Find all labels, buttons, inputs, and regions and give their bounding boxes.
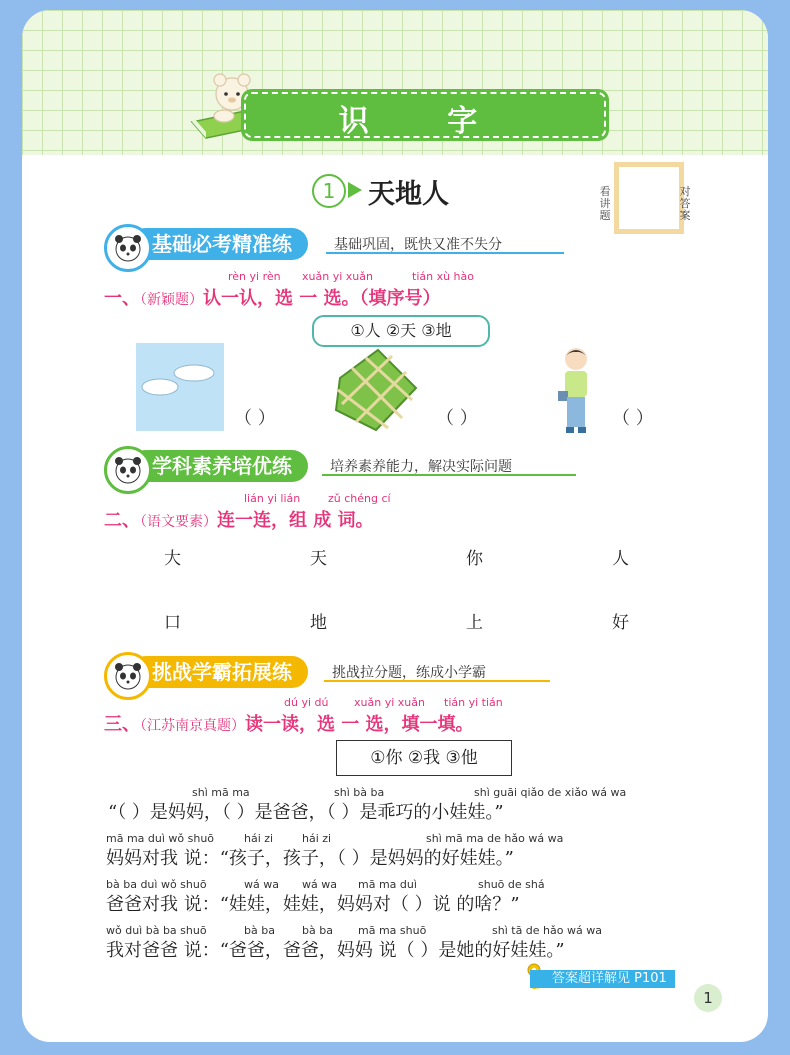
q1-pinyin-2: xuǎn yi xuǎn	[302, 270, 373, 283]
q1-blank-2[interactable]: （ ）	[436, 408, 478, 429]
q3-line1-pinyin: shì bà ba	[334, 786, 385, 799]
unit-title-banner	[244, 92, 606, 138]
q2-top-char[interactable]: 大	[164, 549, 181, 569]
q3-line2-text[interactable]: 妈妈对我 说：“孩子，孩子，（ ）是妈妈的好娃娃。”	[106, 848, 514, 869]
q3-line3-pinyin: mā ma duì	[358, 878, 417, 891]
q3-line4-pinyin: wǒ duì bà ba shuō	[106, 924, 207, 937]
qr-right-label: 对答案	[679, 185, 691, 222]
section-title: 挑战学霸拓展练	[130, 656, 308, 688]
q3-line1-pinyin: shì mā ma	[192, 786, 250, 799]
section-tagline: 挑战拉分题，练成小学霸	[332, 665, 486, 681]
play-arrow-icon	[348, 182, 362, 198]
q3-line3-pinyin: shuō de shá	[478, 878, 545, 891]
section-underline	[322, 474, 576, 476]
q2-text: 连一连，组 成 词。	[217, 510, 374, 531]
panda-icon	[104, 446, 152, 494]
q3-line3-pinyin: wá wa	[244, 878, 279, 891]
q3-text: 读一读，选 一 选，填一填。	[245, 714, 474, 735]
q2-top-char[interactable]: 人	[612, 549, 629, 569]
q3-pinyin-2: xuǎn yi xuǎn	[354, 696, 425, 709]
q1-number: 一、	[104, 288, 140, 309]
q2-bottom-char[interactable]: 口	[164, 613, 181, 633]
panda-icon	[104, 652, 152, 700]
section-underline	[324, 680, 550, 682]
section-tagline: 基础巩固，既快又准不失分	[334, 237, 502, 253]
section-title: 学科素养培优练	[130, 450, 308, 482]
q3-line2-pinyin: shì mā ma de hǎo wá wa	[426, 832, 564, 845]
q3-pinyin-1: dú yi dú	[284, 696, 329, 709]
q2-bottom-char[interactable]: 上	[466, 613, 483, 633]
q3-line4-pinyin: bà ba	[244, 924, 275, 937]
q3-options-box: ①你 ②我 ③他	[336, 740, 512, 776]
q3-line1-text[interactable]: “（ ）是妈妈，（ ）是爸爸，（ ）是乖巧的小娃娃。”	[108, 802, 504, 823]
q2-number: 二、	[104, 510, 140, 531]
q3-line2-pinyin: hái zi	[302, 832, 332, 845]
q2-pinyin-2: zǔ chéng cí	[328, 492, 391, 505]
q2-bottom-char[interactable]: 好	[612, 613, 629, 633]
lesson-title: 天地人	[368, 179, 449, 210]
q3-line3-text[interactable]: 爸爸对我 说：“娃娃，娃娃，妈妈对（ ）说 的啥？”	[106, 894, 520, 915]
q3-line4-text[interactable]: 我对爸爸 说：“爸爸，爸爸，妈妈 说（ ）是她的好娃娃。”	[106, 940, 565, 961]
lesson-number: 1	[312, 174, 346, 208]
q1-blank-1[interactable]: （ ）	[234, 408, 276, 429]
q3-line1-pinyin: shì guāi qiǎo de xiǎo wá wa	[474, 786, 627, 799]
farmland-picture	[332, 348, 420, 432]
sky-clouds-picture	[136, 343, 224, 431]
q3-line4-pinyin: mā ma shuō	[358, 924, 427, 937]
q2-heading	[104, 506, 374, 532]
q2-tag: （语文要素）	[140, 514, 217, 530]
q3-line2-pinyin: hái zi	[244, 832, 274, 845]
q3-line2-pinyin: mā ma duì wǒ shuō	[106, 832, 215, 845]
section-tagline: 培养素养能力，解决实际问题	[330, 459, 512, 475]
q3-line3-pinyin: wá wa	[302, 878, 337, 891]
answer-reference-link[interactable]: 答案超详解见 P101	[530, 970, 675, 988]
q1-blank-3[interactable]: （ ）	[612, 408, 654, 429]
qr-code[interactable]	[614, 162, 684, 234]
q2-top-char[interactable]: 你	[466, 549, 483, 569]
q1-tag: （新颖题）	[140, 292, 203, 308]
qr-left-label: 看讲题	[599, 185, 611, 222]
q3-pinyin-3: tián yi tián	[444, 696, 503, 709]
q3-line4-pinyin: shì tā de hǎo wá wa	[492, 924, 602, 937]
panda-icon	[104, 224, 152, 272]
section-title: 基础必考精准练	[130, 228, 308, 260]
workbook-page	[22, 10, 768, 1042]
q3-tag: （江苏南京真题）	[140, 718, 245, 734]
q3-number: 三、	[104, 714, 140, 735]
q1-options-box: ①人 ②天 ③地	[312, 315, 490, 347]
q1-pinyin-3: tián xù hào	[412, 270, 474, 283]
q3-line3-pinyin: bà ba duì wǒ shuō	[106, 878, 207, 891]
q2-top-char[interactable]: 天	[310, 549, 327, 569]
unit-title: 识 字	[338, 104, 512, 139]
page-number: 1	[694, 984, 722, 1012]
q1-text: 认一认，选 一 选。（填序号）	[203, 288, 441, 309]
q2-pinyin-1: lián yi lián	[244, 492, 301, 505]
section-underline	[326, 252, 564, 254]
q3-line4-pinyin: bà ba	[302, 924, 333, 937]
q2-bottom-char[interactable]: 地	[310, 613, 327, 633]
boy-picture	[552, 343, 600, 439]
q3-heading	[104, 710, 474, 736]
q1-heading	[104, 284, 441, 310]
q1-pinyin-1: rèn yi rèn	[228, 270, 281, 283]
